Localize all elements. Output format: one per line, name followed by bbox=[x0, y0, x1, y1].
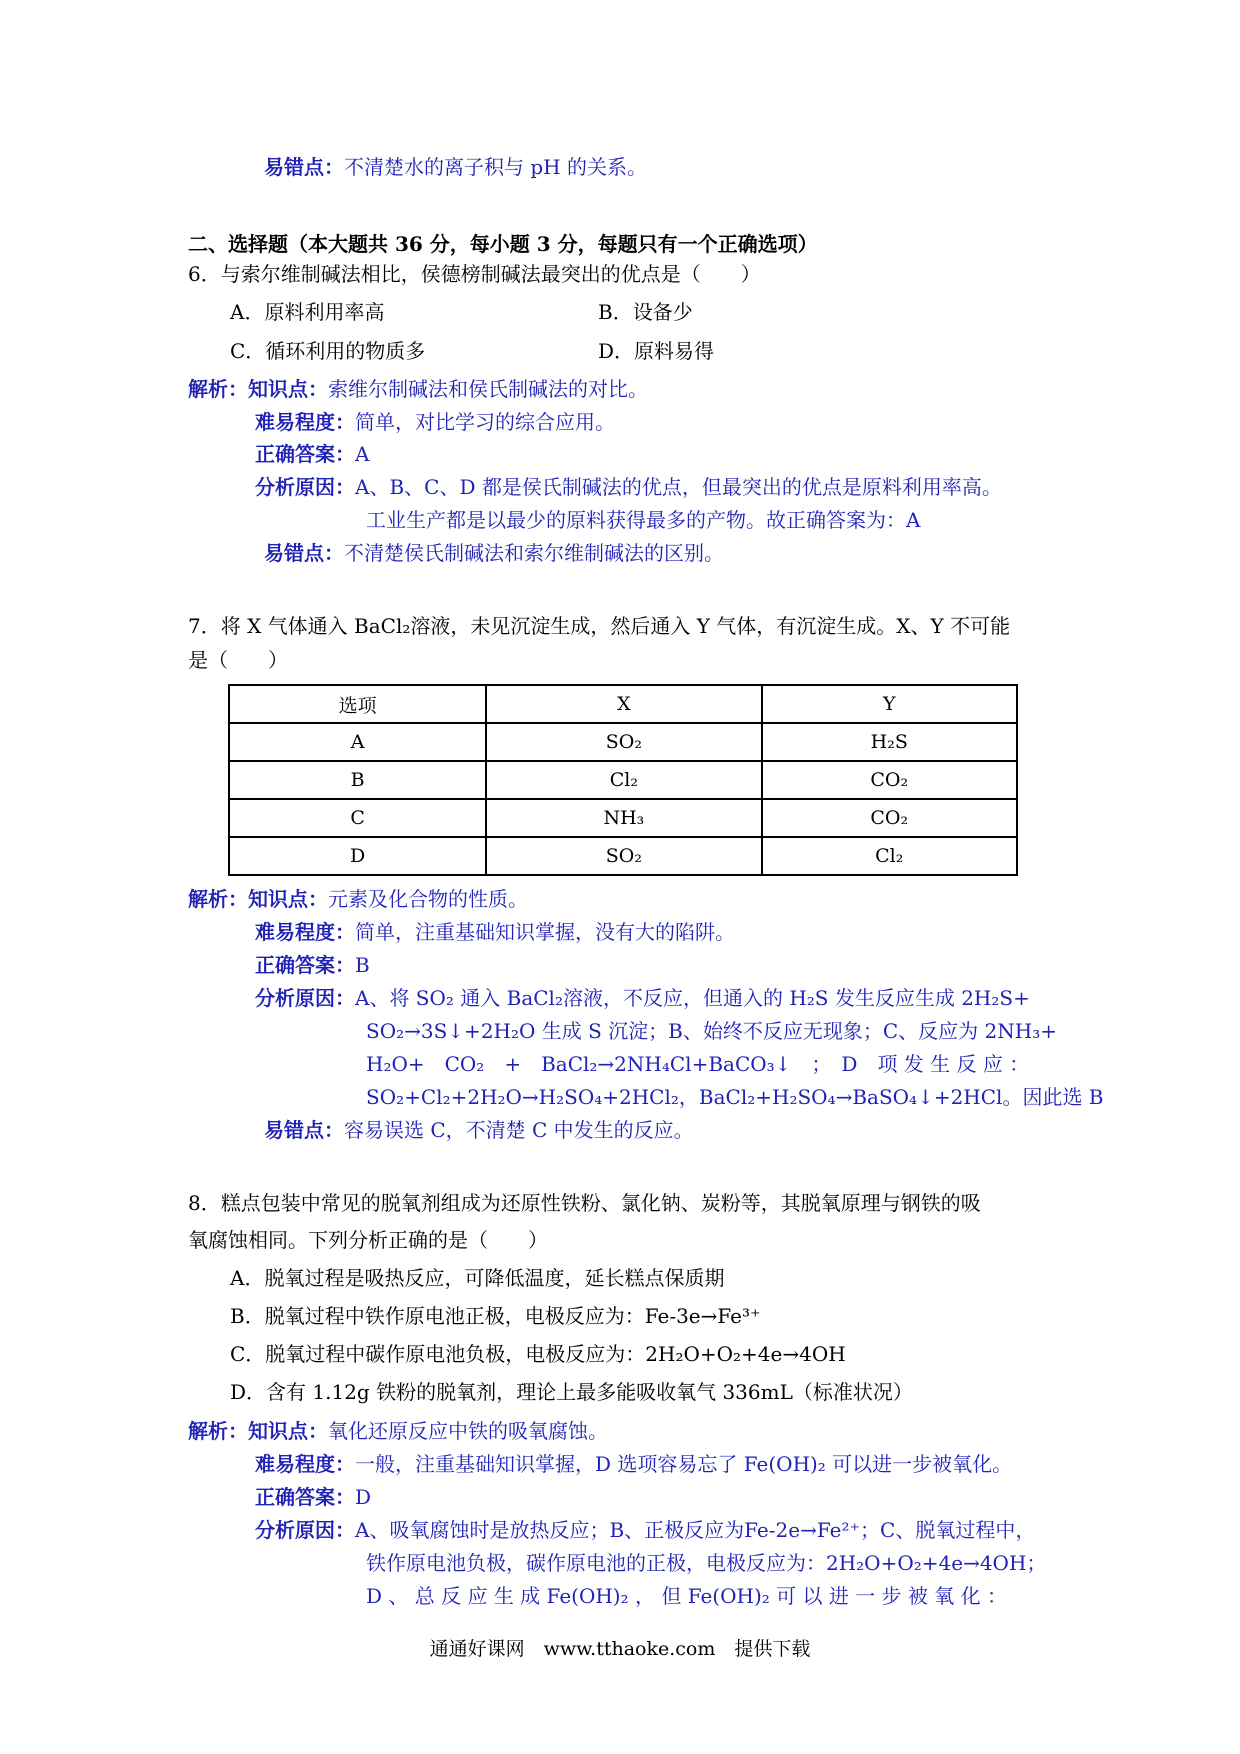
q6-reason-line-1 bbox=[255, 473, 1002, 501]
answer-label: 正确答案： bbox=[255, 442, 355, 466]
analysis-label: 解析： bbox=[188, 377, 248, 401]
q8-stem-line-2: 氧腐蚀相同。下列分析正确的是（ ） bbox=[188, 1228, 548, 1252]
error-point-label: 易错点： bbox=[264, 1118, 344, 1142]
q7-difficulty bbox=[255, 918, 735, 946]
table-cell: A bbox=[229, 723, 486, 761]
page-footer: 通通好课网 www.tthaoke.com 提供下载 bbox=[429, 1638, 811, 1660]
table-cell: C bbox=[229, 799, 486, 837]
reason-text: A、将 SO₂ 通入 BaCl₂溶液，不反应，但通入的 H₂S 发生反应生成 2H₂S+ bbox=[355, 986, 1030, 1010]
table-cell: Cl₂ bbox=[486, 761, 761, 799]
top-error-note bbox=[264, 153, 647, 181]
error-point-text: 不清楚水的离子积与 pH 的关系。 bbox=[344, 155, 647, 179]
table-header-cell: 选项 bbox=[229, 685, 486, 723]
q7-options-table bbox=[228, 684, 1018, 876]
q7-reason-line-4: SO₂+Cl₂+2H₂O→H₂SO₄+2HCl₂，BaCl₂+H₂SO₄→BaSO₄↓+2HCl。因此选 B bbox=[366, 1085, 1104, 1109]
q8-reason-line-3: D 、 总 反 应 生 成 Fe(OH)₂ ， 但 Fe(OH)₂ 可 以 进 一 步 被 氧 化 ： bbox=[366, 1584, 1007, 1608]
q6-option-c: C．循环利用的物质多 bbox=[230, 339, 426, 363]
error-point-text: 容易误选 C，不清楚 C 中发生的反应。 bbox=[344, 1118, 694, 1142]
section-title: 二、选择题（本大题共 36 分，每小题 3 分，每题只有一个正确选项） bbox=[188, 232, 818, 256]
reason-label: 分析原因： bbox=[255, 986, 355, 1010]
difficulty-label: 难易程度： bbox=[255, 410, 355, 434]
difficulty-text: 简单，注重基础知识掌握，没有大的陷阱。 bbox=[355, 920, 735, 944]
answer-label: 正确答案： bbox=[255, 953, 355, 977]
q7-stem-line-1: 7．将 X 气体通入 BaCl₂溶液，未见沉淀生成，然后通入 Y 气体，有沉淀生成。X、Y 不可能 bbox=[188, 614, 1011, 638]
error-point-label: 易错点： bbox=[264, 155, 344, 179]
answer-value: D bbox=[355, 1485, 372, 1509]
table-header-row bbox=[229, 685, 1017, 723]
table-header-cell: Y bbox=[762, 685, 1017, 723]
reason-label: 分析原因： bbox=[255, 1518, 355, 1542]
q7-stem-line-2: 是（ ） bbox=[188, 648, 288, 672]
q6-knowledge-point bbox=[188, 375, 648, 403]
table-cell: D bbox=[229, 837, 486, 875]
knowledge-label: 知识点： bbox=[248, 1419, 328, 1443]
q8-reason-line-2: 铁作原电池负极，碳作原电池的正极，电极反应为：2H₂O+O₂+4e→4OH； bbox=[366, 1551, 1047, 1575]
q7-reason-line-3: H₂O+ CO₂ + BaCl₂→2NH₄Cl+BaCO₃↓ ； D 项 发 生 反 应 ： bbox=[366, 1052, 1030, 1076]
table-row bbox=[229, 761, 1017, 799]
table-cell: CO₂ bbox=[762, 761, 1017, 799]
knowledge-label: 知识点： bbox=[248, 887, 328, 911]
error-point-text: 不清楚侯氏制碱法和索尔维制碱法的区别。 bbox=[344, 541, 724, 565]
q7-reason-line-2: SO₂→3S↓+2H₂O 生成 S 沉淀；B、始终不反应无现象；C、反应为 2NH₃+ bbox=[366, 1019, 1057, 1043]
answer-value: A bbox=[355, 442, 370, 466]
table-cell: CO₂ bbox=[762, 799, 1017, 837]
q7-reason-line-1 bbox=[255, 984, 1030, 1012]
answer-label: 正确答案： bbox=[255, 1485, 355, 1509]
table-cell: B bbox=[229, 761, 486, 799]
q6-error-point bbox=[264, 539, 724, 567]
table-cell: NH₃ bbox=[486, 799, 761, 837]
table-row bbox=[229, 837, 1017, 875]
analysis-label: 解析： bbox=[188, 1419, 248, 1443]
knowledge-label: 知识点： bbox=[248, 377, 328, 401]
q7-knowledge-point bbox=[188, 885, 528, 913]
q6-option-b: B．设备少 bbox=[598, 300, 693, 324]
q6-reason-line-2: 工业生产都是以最少的原料获得最多的产物。故正确答案为：A bbox=[366, 508, 921, 532]
knowledge-text: 元素及化合物的性质。 bbox=[328, 887, 528, 911]
difficulty-label: 难易程度： bbox=[255, 920, 355, 944]
table-header-cell: X bbox=[486, 685, 761, 723]
table-cell: Cl₂ bbox=[762, 837, 1017, 875]
analysis-label: 解析： bbox=[188, 887, 248, 911]
reason-text: A、B、C、D 都是侯氏制碱法的优点，但最突出的优点是原料利用率高。 bbox=[355, 475, 1002, 499]
reason-label: 分析原因： bbox=[255, 475, 355, 499]
knowledge-text: 氧化还原反应中铁的吸氧腐蚀。 bbox=[328, 1419, 608, 1443]
q8-answer bbox=[255, 1483, 371, 1511]
difficulty-label: 难易程度： bbox=[255, 1452, 355, 1476]
q7-error-point bbox=[264, 1116, 694, 1144]
q8-reason-line-1 bbox=[255, 1516, 1035, 1544]
q6-difficulty bbox=[255, 408, 615, 436]
q6-option-d: D．原料易得 bbox=[598, 339, 715, 363]
q6-answer bbox=[255, 440, 369, 468]
table-row bbox=[229, 799, 1017, 837]
q6-stem: 6．与索尔维制碱法相比，侯德榜制碱法最突出的优点是（ ） bbox=[188, 262, 761, 286]
q8-stem-line-1: 8．糕点包装中常见的脱氧剂组成为还原性铁粉、氯化钠、炭粉等，其脱氧原理与钢铁的吸 bbox=[188, 1191, 981, 1215]
reason-text: A、吸氧腐蚀时是放热反应；B、正极反应为Fe-2e→Fe²⁺；C、脱氧过程中， bbox=[355, 1518, 1036, 1542]
answer-value: B bbox=[355, 953, 370, 977]
table-cell: H₂S bbox=[762, 723, 1017, 761]
error-point-label: 易错点： bbox=[264, 541, 344, 565]
q8-option-d: D．含有 1.12g 铁粉的脱氧剂，理论上最多能吸收氧气 336mL（标准状况） bbox=[230, 1380, 913, 1404]
q8-knowledge-point bbox=[188, 1417, 608, 1445]
q7-answer bbox=[255, 951, 370, 979]
q8-option-a: A．脱氧过程是吸热反应，可降低温度，延长糕点保质期 bbox=[230, 1266, 725, 1290]
q6-option-a: A．原料利用率高 bbox=[230, 300, 385, 324]
difficulty-text: 简单，对比学习的综合应用。 bbox=[355, 410, 615, 434]
difficulty-text: 一般，注重基础知识掌握，D 选项容易忘了 Fe(OH)₂ 可以进一步被氧化。 bbox=[355, 1452, 1013, 1476]
q8-option-b: B．脱氧过程中铁作原电池正极，电极反应为：Fe-3e→Fe³⁺ bbox=[230, 1304, 761, 1328]
table-cell: SO₂ bbox=[486, 723, 761, 761]
q8-difficulty bbox=[255, 1450, 1012, 1478]
knowledge-text: 索维尔制碱法和侯氏制碱法的对比。 bbox=[328, 377, 648, 401]
q8-option-c: C．脱氧过程中碳作原电池负极，电极反应为：2H₂O+O₂+4e→4OH bbox=[230, 1342, 846, 1366]
table-row bbox=[229, 723, 1017, 761]
table-cell: SO₂ bbox=[486, 837, 761, 875]
